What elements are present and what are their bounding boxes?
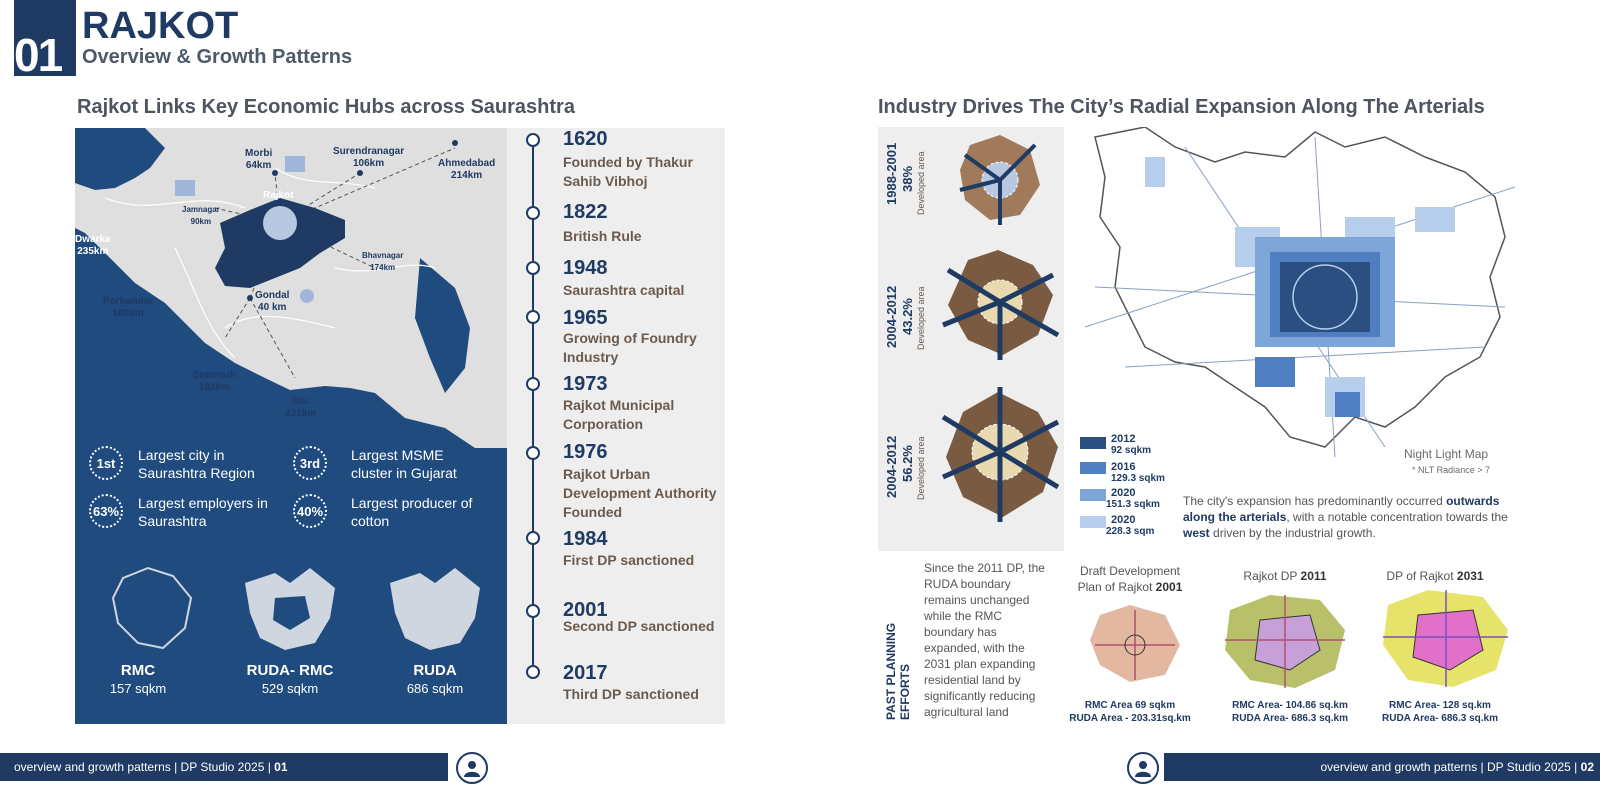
timeline-dot xyxy=(526,206,540,220)
legend-swatch-2020-total xyxy=(1080,516,1106,528)
area-value-ruda-rmc: 529 sqkm xyxy=(261,681,319,696)
timeline-dot xyxy=(526,377,540,391)
legend-value: 129.3 sqkm xyxy=(1111,473,1165,484)
night-light-map xyxy=(1085,127,1515,457)
saurashtra-map-panel xyxy=(75,128,507,724)
area-name-ruda-rmc: RUDA- RMC xyxy=(246,662,334,679)
timeline-dot xyxy=(526,446,540,460)
page-title: RAJKOT xyxy=(82,5,239,47)
timeline-year: 1822 xyxy=(563,201,608,223)
legend-year: 2016 xyxy=(1111,461,1136,473)
plan-area-2031: RMC Area- 128 sq.km RUDA Area- 686.3 sq.km xyxy=(1382,700,1498,724)
timeline-year: 1976 xyxy=(563,441,608,463)
phase-label: Developed area xyxy=(916,436,926,500)
plan-map-2011 xyxy=(1220,590,1350,690)
legend-value: 151.3 sqkm xyxy=(1106,499,1160,510)
timeline-desc: Saurashtra capital xyxy=(563,282,685,298)
plan-title-2001: Draft Development Plan of Rajkot 2001 xyxy=(1077,564,1183,594)
phase-period: 2004-2012 xyxy=(884,285,899,348)
rmc-boundary-shape xyxy=(103,558,203,658)
map-label-bhavnagar: Bhavnagar 174km xyxy=(362,251,404,272)
surendranagar-marker xyxy=(357,170,363,176)
stat-badge-largest-city: 1st xyxy=(89,446,123,480)
stat-badge-cotton: 40% xyxy=(293,494,327,528)
stat-text-msme: Largest MSME cluster in Gujarat xyxy=(351,447,457,481)
timeline-year: 2017 xyxy=(563,662,608,684)
timeline-desc: Second DP sanctioned xyxy=(563,618,715,634)
timeline-dot xyxy=(526,310,540,324)
gondal-marker xyxy=(247,295,253,301)
plan-area-2011: RMC Area- 104.86 sq.km RUDA Area- 686.3 sq.km xyxy=(1232,700,1348,724)
timeline-year: 1965 xyxy=(563,307,608,329)
map-label-somnath: Somnath 192km xyxy=(193,370,236,393)
factory-icon xyxy=(285,156,305,172)
map-label-morbi: Morbi 64km xyxy=(245,148,273,171)
footer-user-icon-left xyxy=(456,752,488,784)
map-label-porbandar: Porbandar 180km xyxy=(103,296,154,319)
timeline-desc: Third DP sanctioned xyxy=(563,686,699,702)
legend-swatch-2012 xyxy=(1080,437,1106,449)
timeline-desc: Rajkot Municipal Corporation xyxy=(563,397,675,432)
legend-value: 228.3 sqm xyxy=(1106,526,1155,537)
map-label-rajkot: Rajkot xyxy=(263,190,294,201)
left-section-title: Rajkot Links Key Economic Hubs across Saurashtra xyxy=(77,96,575,118)
plan-map-2031 xyxy=(1378,585,1513,690)
map-label-dwarka: Dwarka 235km xyxy=(75,234,111,257)
ruda-rmc-boundary-shape xyxy=(235,558,345,658)
stat-text-employers: Largest employers in Saurashtra xyxy=(138,495,268,529)
timeline-desc: Rajkot Urban Development Authority Founded xyxy=(563,466,717,520)
timeline-year: 1620 xyxy=(563,128,608,150)
timeline-desc: Growing of Foundry Industry xyxy=(563,330,697,365)
phase-percent: 38% xyxy=(900,165,915,192)
night-light-title: Night Light Map xyxy=(1404,447,1489,461)
legend-year: 2012 xyxy=(1111,433,1136,445)
area-name-rmc: RMC xyxy=(120,662,156,679)
timeline-axis xyxy=(532,140,534,674)
legend-swatch-2016 xyxy=(1080,462,1106,474)
phase-map-1988 xyxy=(950,130,1050,230)
area-value-rmc: 157 sqkm xyxy=(109,681,167,696)
timeline-dot xyxy=(526,665,540,679)
timeline-dot xyxy=(526,604,540,618)
user-icon xyxy=(1133,758,1153,778)
map-label-surendranagar: Surendranagar 106km xyxy=(333,146,405,169)
timeline-dot xyxy=(526,531,540,545)
expansion-description: The city's expansion has predominantly occurred outwards along the arterials, with a notable concentration towards the west driven by the industrial growth. xyxy=(1183,494,1508,540)
area-name-ruda: RUDA xyxy=(413,662,457,679)
footer-bar-left: overview and growth patterns | DP Studio 2025 | 01 xyxy=(0,753,448,781)
timeline-year: 2001 xyxy=(563,599,608,621)
phase-map-2004-a xyxy=(938,240,1063,365)
timeline-desc: Founded by Thakur Sahib Vibhoj xyxy=(563,154,693,189)
map-label-gondal: Gondal 40 km xyxy=(255,290,290,313)
phase-period: 2004-2012 xyxy=(884,435,899,498)
ahmedabad-marker xyxy=(452,140,458,146)
legend-swatch-2020 xyxy=(1080,489,1106,501)
page-subtitle: Overview & Growth Patterns xyxy=(82,46,353,68)
right-section-title: Industry Drives The City’s Radial Expansion Along The Arterials xyxy=(878,96,1485,118)
map-label-jamnagar: Jamnagar 90km xyxy=(182,205,220,226)
plan-title-2031: DP of Rajkot 2031 xyxy=(1386,569,1484,583)
ruda-boundary-shape xyxy=(380,558,490,658)
phase-label: Developed area xyxy=(916,151,926,215)
timeline-year: 1948 xyxy=(563,257,608,279)
area-value-ruda: 686 sqkm xyxy=(406,681,464,696)
phase-percent: 56.2% xyxy=(900,445,915,482)
phase-period: 1988-2001 xyxy=(884,142,899,205)
past-planning-label: PAST PLANNING EFFORTS xyxy=(884,622,912,720)
plan-area-2001: RMC Area 69 sqkm RUDA Area - 203.31sq.km xyxy=(1069,700,1191,724)
map-label-diu: Diu 231km xyxy=(285,396,317,419)
timeline-year: 1973 xyxy=(563,373,608,395)
legend-value: 92 sqkm xyxy=(1111,445,1152,456)
phase-map-2004-b xyxy=(938,382,1063,527)
stat-badge-employers: 63% xyxy=(89,494,123,528)
phase-label: Developed area xyxy=(916,286,926,350)
plan-map-2001 xyxy=(1085,600,1185,685)
section-number: 01 xyxy=(14,29,62,81)
stat-badge-msme: 3rd xyxy=(293,446,327,480)
phase-percent: 43.2% xyxy=(900,298,915,335)
timeline-dot xyxy=(526,261,540,275)
timeline-year: 1984 xyxy=(563,528,608,550)
timeline-dot xyxy=(526,133,540,147)
plan-title-2011: Rajkot DP 2011 xyxy=(1243,569,1327,583)
timeline-desc: First DP sanctioned xyxy=(563,552,695,568)
night-light-note: * NLT Radiance > 7 xyxy=(1412,465,1490,475)
past-planning-text: Since the 2011 DP, the RUDA boundary remains unchanged while the RMC boundary has expanded, with the 2031 plan expanding residential land by significantly reducing agricultural land xyxy=(924,561,1045,719)
legend-year: 2020 xyxy=(1111,514,1136,526)
legend-year: 2020 xyxy=(1111,487,1136,499)
rajkot-marker xyxy=(263,206,297,240)
factory-icon xyxy=(175,180,195,196)
map-label-ahmedabad: Ahmedabad 214km xyxy=(438,158,496,181)
stat-text-largest-city: Largest city in Saurashtra Region xyxy=(138,447,255,481)
footer-bar-right: overview and growth patterns | DP Studio 2025 | 02 xyxy=(1164,753,1600,781)
footer-user-icon-right xyxy=(1127,752,1159,784)
timeline-desc: British Rule xyxy=(563,228,642,244)
morbi-marker xyxy=(272,170,278,176)
cotton-icon xyxy=(300,289,314,303)
stat-text-cotton: Largest producer of cotton xyxy=(351,495,473,529)
user-icon xyxy=(462,758,482,778)
